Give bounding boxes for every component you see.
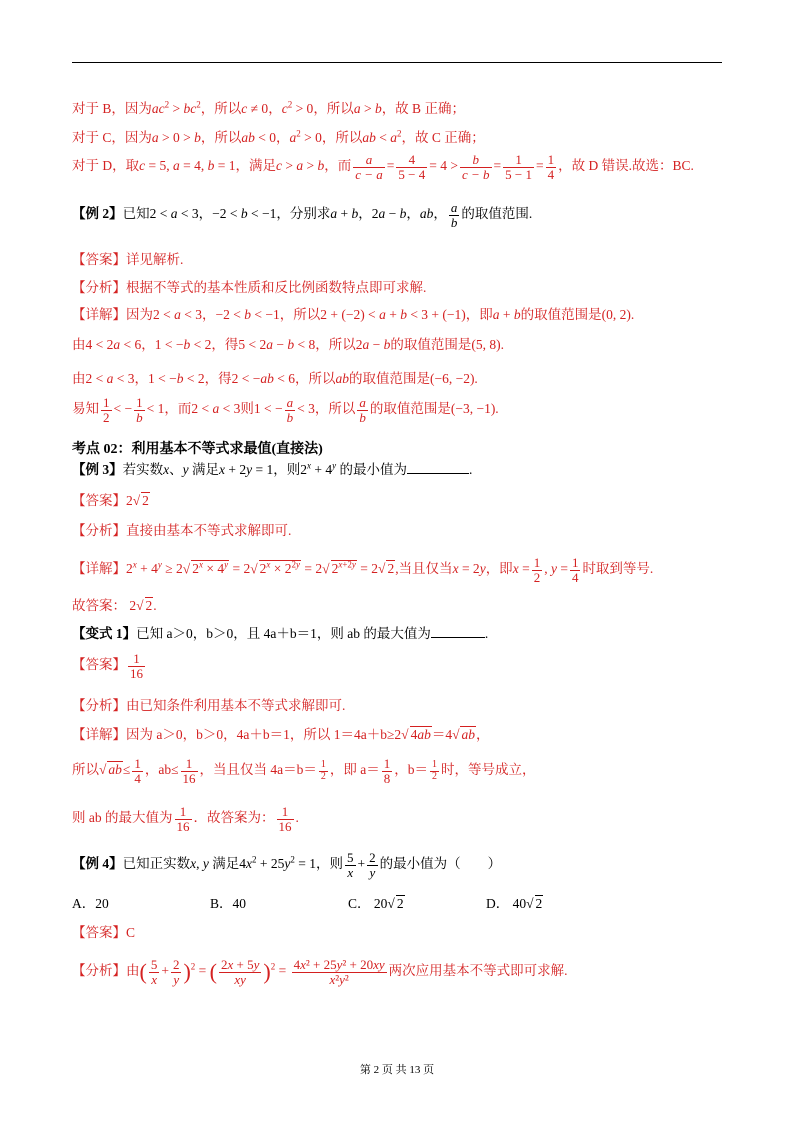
page-footer: 第 2 页 共 13 页 [359,1064,435,1076]
variant-1-detail-1: 【详解】因为 a＞0，b＞0，4a＋b＝1，所以 1＝4a＋b≥2√ 4ab＝4√ ab， [72,727,490,742]
example-3-final: 故答案： 2√ 2. [72,598,157,613]
example-2-detail-4: 易知 $\frac{1}{2}$ < − $\frac{1}{b}$ < 1，而2 < a < 3则1 < − $\frac{a}{b}$ < 3，所以 $\frac{a}{b}$ 的取值范围是(−3, −1). [72,395,499,425]
solution-line-c: 对于 C，因为a > 0 > b，所以ab < 0，$a^2 > 0$，所以ab < $a^2$，故 C 正确； [72,128,485,145]
option-b[interactable]: B．40 [210,896,247,911]
example-3-question: 【例 3】若实数x、y 满足x + 2y = 1，则$2^x + 4^y$ 的最小值为 . [72,460,473,477]
solution-line-d: 对于 D，取c = 5, a = 4, b = 1，满足c > a > b，而 $\frac{a}{c - a}$ = $\frac{4}{5 - 4}$ = 4 > $\frac{b}{c - b}$ = $\frac{1}{5 - 1}$ = $\frac{1}{4}$ ，故 D 错误.故选：BC. [72,152,694,182]
variant-1-analysis: 【分析】由已知条件利用基本不等式求解即可. [72,698,346,713]
example-2-analysis: 【分析】根据不等式的基本性质和反比例函数特点即可求解. [72,280,427,295]
section-heading: 考点 02：利用基本不等式求最值(直接法) [72,442,323,457]
example-4-analysis: 【分析】由( $\frac{5}{x}$ + $\frac{2}{y}$ )$^2$ = ( $\frac{2x + 5y}{xy}$ )$^2$ = $\frac{\text{4x² + 25y² + 20xy}}{\text{x²y²}}$ 两次应用基本不等式即可求解. [72,957,568,987]
solution-line-b: 对于 B，因为$ac^2 > bc^2$，所以c ≠ 0，$c^2 > 0$，所以a > b，故 B 正确； [72,99,465,116]
option-a[interactable]: A．20 [72,896,109,911]
example-2-detail-3: 由2 < a < 3，1 < −b < 2，得2 < −ab < 6，所以ab的取值范围是(−6, −2). [72,371,478,386]
variant-1-detail-3: 则 ab 的最大值为 $\frac{1}{16}$ ．故答案为： $\frac{1}{16}$ . [72,804,299,834]
answer-blank[interactable] [431,625,485,638]
example-2-question: 【例 2】已知2 < a < 3，−2 < b < −1，分别求a + b，2a − b，ab， $\frac{a}{b}$ 的取值范围. [72,200,533,230]
header-rule [72,62,722,63]
example-3-answer: 【答案】2√ 2 [72,493,149,508]
example-4-options [72,892,734,912]
example-2-detail-1: 【详解】因为2 < a < 3，−2 < b < −1，所以2 + (−2) < a + b < 3 + (−1)，即a + b的取值范围是(0, 2). [72,307,635,322]
example-4-question: 【例 4】已知正实数x, y 满足$4x^2 + 25y^2 = 1$，则 $\frac{5}{x}$ + $\frac{2}{y}$ 的最小值为（ ） [72,850,502,880]
example-4-answer: 【答案】C [72,925,136,940]
option-c[interactable]: C． 20√ 2 [348,896,404,911]
example-2-answer: 【答案】详见解析. [72,252,184,267]
variant-1-answer: 【答案】 $\frac{1}{16}$ [72,651,143,681]
variant-1-detail-2: 所以√ ab≤ $\frac{1}{4}$ ，ab≤ $\frac{1}{16}$ ，当且仅当 4a＝b＝ $\frac{1}{2}$ ，即 a＝ $\frac{1}{8}$ ，b＝ $\frac{1}{2}$ 时，等号成立， [72,756,536,786]
example-3-analysis: 【分析】直接由基本不等式求解即可. [72,523,292,538]
variant-1-question: 【变式 1】已知 a＞0，b＞0，且 4a＋b＝1，则 ab 的最大值为 . [72,626,489,641]
example-3-detail: 【详解】$2^x + 4^y \ge 2√$ $2^x \times 4^y = 2√$ $2^x \times 2^{2y} = 2√$ $2^{x+2y} = 2√$ 2,当且仅当x = 2y，即x = $\frac{1}{2}$ , y = $\frac{1}{4}$ 时取到等号. [72,555,654,585]
option-d[interactable]: D． 40√ 2 [486,896,543,911]
example-2-detail-2: 由4 < 2a < 6，1 < −b < 2，得5 < 2a − b < 8，所以2a − b的取值范围是(5, 8). [72,337,504,352]
answer-blank[interactable] [407,461,469,474]
